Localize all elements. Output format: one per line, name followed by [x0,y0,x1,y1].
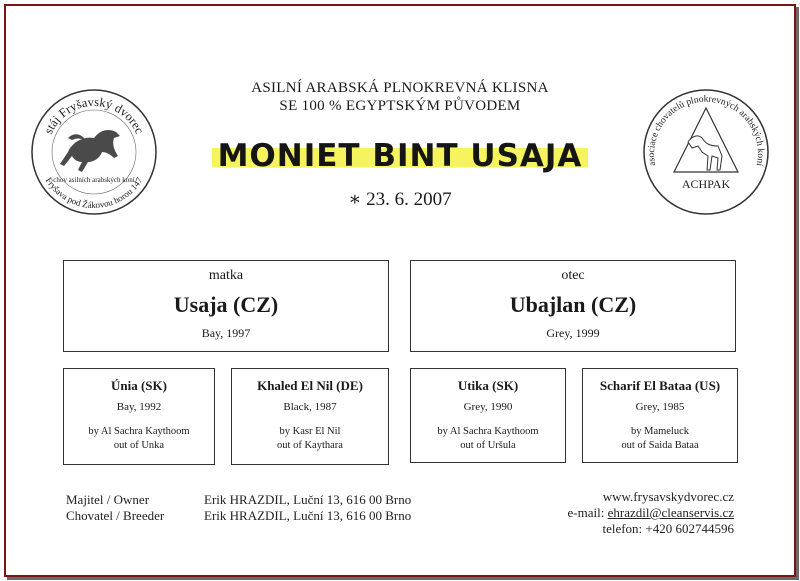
grandparent-meta: Grey, 1990 [463,401,513,413]
grandparent-name: Únia (SK) [111,378,167,393]
grandparent-box-sire-dam [410,368,566,463]
grandparent-sire-line: by Mameluck [630,426,690,437]
grandparent-name: Khaled El Nil (DE) [257,378,363,393]
dam-box [63,260,389,352]
title-wrapper [0,138,800,174]
left-stamp-bottom-text: Fryšava pod Žákovou horou 147 [43,175,145,211]
grandparent-sire-line: by Kasr El Nil [279,426,341,437]
email-label: e-mail: [567,505,605,520]
left-stamp-middle-text: chov asilních arabských koní [53,176,135,184]
left-stamp-top-text: stáj Fryšavský dvorec [41,94,147,137]
sire-box [410,260,736,352]
right-stamp-label: ACHPAK [681,177,731,191]
grandparent-dam-line: out of Saida Bataa [621,440,699,451]
grandparent-name: Scharif El Bataa (US) [599,378,721,393]
grandparent-sire-line: by Al Sachra Kaythoom [88,426,190,437]
grandparent-box-dam-dam [63,368,215,465]
birth-date: 23. 6. 2007 [366,189,452,210]
grandparent-sire-line: by Al Sachra Kaythoom [437,426,539,437]
sire-meta: Grey, 1999 [546,326,600,340]
grandparent-meta: Black, 1987 [283,401,337,413]
grandparent-dam-line: out of Uršula [460,440,516,451]
dam-meta: Bay, 1997 [201,326,251,340]
owner-value: Erik HRAZDIL, Luční 13, 616 00 Brno [204,492,412,507]
right-stamp-arc-text: asociace chovatelů plnokrevných arabských koní [646,94,766,167]
email-line [568,505,734,521]
dam-name: Usaja (CZ) [173,292,279,317]
sire-name: Ubajlan (CZ) [509,292,637,317]
sire-role: otec [561,268,585,283]
grandparent-dam-line: out of Unka [113,440,165,451]
birth-line [0,188,800,211]
breeder-value: Erik HRAZDIL, Luční 13, 616 00 Brno [204,508,412,523]
grandparent-box-dam-sire [231,368,389,465]
birth-asterisk-icon: ∗ [348,189,362,210]
grandparent-dam-line: out of Kaythara [277,440,343,451]
grandparent-meta: Grey, 1985 [635,401,685,413]
grandparent-meta: Bay, 1992 [116,401,162,413]
horse-name-title: MONIET BINT USAJA [212,138,589,174]
phone-line: telefon: +420 602744596 [602,521,734,536]
dam-role: matka [208,268,244,283]
grandparent-name: Utika (SK) [457,378,519,393]
subtitle-line-2: SE 100 % EGYPTSKÝM PŮVODEM [279,98,521,114]
grandparent-box-sire-sire [582,368,738,463]
email-link[interactable]: ehrazdil@cleanservis.cz [607,505,734,520]
subtitle-line-1: ASILNÍ ARABSKÁ PLNOKREVNÁ KLISNA [251,80,549,96]
website-link[interactable]: www.frysavskydvorec.cz [602,489,734,504]
breeder-label: Chovatel / Breeder [66,508,165,523]
owner-label: Majitel / Owner [66,492,150,507]
